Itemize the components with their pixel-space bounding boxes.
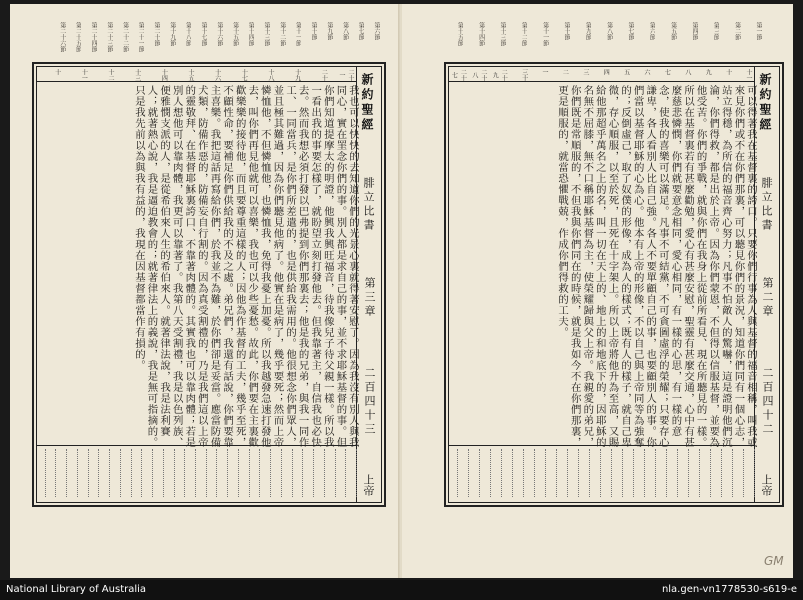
library-credit: National Library of Australia xyxy=(6,584,147,595)
margin-note: 第十四節 xyxy=(247,22,255,46)
margin-note: 第五節 xyxy=(669,22,677,40)
reference-column xyxy=(669,449,678,497)
margin-note: 第二十一節 xyxy=(137,22,145,52)
reference-column xyxy=(251,449,260,497)
verse-number: 十三 xyxy=(133,69,141,81)
margin-note: 第十節 xyxy=(563,22,570,40)
margin-note: 第十七節 xyxy=(200,22,208,46)
reference-column xyxy=(460,449,469,497)
margin-note: 第三節 xyxy=(712,22,720,40)
reference-column xyxy=(166,449,175,497)
right-reference-notes xyxy=(449,445,755,502)
margin-note: 第二十四節 xyxy=(90,22,98,52)
reference-column xyxy=(647,449,656,497)
verse-number: 十一 xyxy=(745,69,752,81)
reference-column xyxy=(101,449,110,497)
book-title: 新約聖經 xyxy=(758,73,772,133)
verse-number: 十七 xyxy=(240,69,248,81)
reference-column xyxy=(230,449,239,497)
left-reference-notes xyxy=(37,445,357,502)
verse-number: 二十 xyxy=(320,69,328,81)
margin-note: 第十四節 xyxy=(477,22,485,46)
margin-note: 第七節 xyxy=(357,22,365,40)
verse-number: 三十 xyxy=(520,69,528,81)
reference-column xyxy=(636,449,645,497)
reference-column xyxy=(537,449,546,497)
right-page xyxy=(402,4,793,578)
right-running-header xyxy=(754,67,779,502)
reference-column xyxy=(348,449,357,497)
reference-column xyxy=(471,449,480,497)
reference-column xyxy=(58,449,67,497)
margin-note: 第十五節 xyxy=(456,22,464,46)
margin-note: 第十三節 xyxy=(263,22,270,46)
margin-note: 第十五節 xyxy=(231,22,239,46)
margin-note: 第十九節 xyxy=(168,22,176,46)
reference-column xyxy=(80,449,89,497)
right-top-notes xyxy=(442,22,762,54)
reference-column xyxy=(515,449,524,497)
reference-column xyxy=(219,449,228,497)
reference-column xyxy=(123,449,132,497)
verse-number: 十 xyxy=(53,69,61,75)
verse-number: 四 xyxy=(602,69,610,75)
reference-column xyxy=(273,449,282,497)
margin-note: 第十三節 xyxy=(499,22,506,46)
reference-column xyxy=(47,449,56,497)
reference-column xyxy=(592,449,601,497)
margin-note: 第九節 xyxy=(325,22,333,40)
reference-column xyxy=(133,449,142,497)
verse-number: 二 xyxy=(561,69,569,75)
reference-column xyxy=(284,449,293,497)
section-mark: 上帝 xyxy=(362,474,375,496)
chapter-label: 第二章 xyxy=(761,277,774,319)
reference-column xyxy=(208,449,217,497)
reference-column xyxy=(144,449,153,497)
margin-note: 第六節 xyxy=(373,22,380,40)
reference-column xyxy=(198,449,207,497)
margin-note: 第十一節 xyxy=(541,22,549,46)
archive-identifier: nla.gen-vn1778530-s619-e xyxy=(661,584,797,595)
section-mark: 上帝 xyxy=(760,474,773,496)
left-page xyxy=(10,4,401,578)
reference-column xyxy=(614,449,623,497)
verse-number: 二十九 xyxy=(491,69,508,81)
reference-column xyxy=(702,449,711,497)
reference-column xyxy=(305,449,314,497)
archive-footer xyxy=(0,580,803,600)
margin-note: 第二節 xyxy=(733,22,741,40)
reference-column xyxy=(449,449,458,497)
reference-column xyxy=(316,449,325,497)
reference-column xyxy=(526,449,535,497)
left-body-text: 我也可以快快的去知道你們的光景心裏就得著安慰了。因為我沒有別人與我同心，實在罣念你們的事。別人都是求自己的事，並不求耶穌基督的事。但你們知道提摩太的明證，他興我興旺福音，待我像兒子待父親一樣。所以我一看出我的事要怎樣了，就盼望立刻打發他去。但我靠著主，自信我也必快去。然而我想必須打發以巴弗提到你們那裏去；他是我的兄弟，與我一同作工、一同當兵，是你們所差遣的，也是供給我需用的。他很想念你們眾人，並且極其難過，因為你們聽見他病了。他實在是病了，幾乎要死；然而上帝憐恤他，不但憐恤他，也憐恤我，免得我憂上加憂。所以我越發急速打發他去，叫你們再見他就可以喜樂，我也可以少些憂愁。故此，你們要在主裏歡歡樂樂的接待他，而且要尊重這樣的人；因他為作基督的工夫，幾乎至死，不顧性命，要補足你們供給我的不及之處。弟兄們，我還有話說，你們要靠主喜樂。我把這話再寫給你們，於我並不為難，於你們卻是妥當。應當防備犬類，防備作惡的，防備妄自行割的。因為真受割禮的，乃是我們這以上帝的靈敬拜、在基督耶穌裏誇口、不靠著肉體的。其實我也可以靠肉體；若是別人想他可以靠肉體，我更可以靠著了。我第八天受割禮，我是以色列族、便雅憫支派的人，是從希伯來人生的希伯來人。就著律法說，我是法利賽人；就著熱心說，我是逼迫教會的；就著律法上的義說，我是無可指摘的。只是我先前以為與我有益的，我現在因基督都當作有損的。 xyxy=(132,85,359,448)
verse-number: 一 xyxy=(541,69,548,75)
reference-column xyxy=(680,449,689,497)
verse-number: 五 xyxy=(622,69,630,75)
verse-number: 十 xyxy=(724,69,732,75)
reference-column xyxy=(504,449,513,497)
reference-column xyxy=(548,449,557,497)
margin-note: 第八節 xyxy=(341,22,349,40)
reference-column xyxy=(337,449,346,497)
margin-note: 第六節 xyxy=(648,22,656,40)
book-spread xyxy=(10,4,793,578)
verse-number: 十一 xyxy=(80,69,88,81)
margin-note: 第四節 xyxy=(691,22,698,40)
reference-column xyxy=(713,449,722,497)
verse-number: 三 xyxy=(581,69,589,75)
margin-note: 第二十節 xyxy=(153,22,160,46)
margin-note: 第二十二節 xyxy=(121,22,129,52)
reference-column xyxy=(724,449,733,497)
reference-column xyxy=(658,449,667,497)
verse-number: 六 xyxy=(643,69,650,75)
chapter-label: 第三章 xyxy=(363,277,376,319)
reference-column xyxy=(37,449,46,497)
reference-column xyxy=(90,449,99,497)
verse-number: 九 xyxy=(704,69,712,75)
margin-note: 第十二節 xyxy=(278,22,286,46)
verse-number: 十八 xyxy=(267,69,274,81)
reference-column xyxy=(735,449,744,497)
reference-column xyxy=(625,449,634,497)
reference-column xyxy=(176,449,185,497)
verse-number: 二十八 xyxy=(470,69,487,81)
reference-column xyxy=(570,449,579,497)
margin-note: 第十六節 xyxy=(215,22,223,46)
reference-column xyxy=(603,449,612,497)
reference-column xyxy=(691,449,700,497)
left-text-frame xyxy=(32,62,386,507)
reference-column xyxy=(327,449,336,497)
left-top-notes xyxy=(50,22,380,54)
margin-note: 第九節 xyxy=(584,22,592,40)
reference-column xyxy=(482,449,491,497)
margin-note: 第十二節 xyxy=(520,22,528,46)
verse-number: 十五 xyxy=(187,69,194,81)
reference-column xyxy=(187,449,196,497)
margin-note: 第十一節 xyxy=(294,22,302,46)
verse-number-row xyxy=(37,67,357,82)
reference-column xyxy=(559,449,568,497)
right-text-frame xyxy=(444,62,784,507)
verse-number: 十二 xyxy=(107,69,114,81)
reference-column xyxy=(112,449,121,497)
page-number: 二百四十二 xyxy=(761,367,774,437)
reference-column xyxy=(241,449,250,497)
margin-note: 第八節 xyxy=(605,22,613,40)
verse-number: 七 xyxy=(663,69,671,75)
margin-note: 第二十三節 xyxy=(105,22,113,52)
reference-column xyxy=(69,449,78,497)
pencil-annotation: GM xyxy=(764,554,784,568)
reference-column xyxy=(155,449,164,497)
verse-number: 十六 xyxy=(213,69,221,81)
book-name: 腓立比書 xyxy=(362,177,375,233)
margin-note: 第二十六節 xyxy=(58,22,66,52)
verse-number: 八 xyxy=(683,69,691,75)
book-name: 腓立比書 xyxy=(760,177,773,233)
verse-number-row xyxy=(449,67,755,82)
margin-note: 第七節 xyxy=(627,22,634,40)
right-body-text: 可以得著我在基督裏的誇口。只要你們行事為人與基督的福音相稱，叫我或來見你們或不在你們那裏，可以聽見你們的景況，知道你們同有一個心志，站立得穩，為所信的福音齊心努力；凡事不怕敵人的驚嚇，這是證明他們沉淪，你們得救，都是出於上帝。因為你們蒙恩，不但得以信服基督，並要為他受苦。你們的爭戰，就與你們在我身上從前所看見、現在所聽見的一樣。所以在基督裏若有甚麼勸勉，愛心有甚麼安慰，聖靈有甚麼交通，心中有甚麼慈悲憐憫，你們就要意念相同，愛心相同，有一樣的心思，有一樣的意念，使我的喜樂可以滿足。凡事不可結黨，不可貪圖虛浮的榮耀；只要存心謙卑，各人看別人比自己強。各人不要單顧自己的事，也要顧別人的事。你們當以基督耶穌的心為心。他本有上帝的形像，不以自己與上帝同等為強奪的；反倒虛己，取了奴僕的形像，成為人的樣式；既有人的樣子，就自己卑微，存心順服，以至於死，且死在十字架上。所以上帝將他升為至高，又賜給他那超乎萬名之上的名，叫一切在天上的、地上的和地底下的，因耶穌的名無不屈膝，無不口稱耶穌基督為主，使榮耀歸與父上帝。我親愛的弟兄，你們既是常順服的，不但我與你們同在的時候，就是我如今不在你們那裏，更是順服的，就當恐懼戰兢，作成你們得救的工夫。 xyxy=(556,85,757,448)
reference-column xyxy=(746,449,755,497)
reference-column xyxy=(294,449,303,497)
margin-note: 第一節 xyxy=(755,22,762,40)
verse-number: 二十一 xyxy=(338,69,354,81)
verse-number: 二十七 xyxy=(450,69,467,81)
verse-number: 十四 xyxy=(160,69,168,81)
margin-note: 第十節 xyxy=(310,22,318,40)
reference-column xyxy=(262,449,271,497)
left-running-header xyxy=(356,67,381,502)
page-number: 二百四十三 xyxy=(363,367,376,437)
reference-column xyxy=(581,449,590,497)
margin-note: 第十八節 xyxy=(184,22,192,46)
reference-column xyxy=(493,449,502,497)
verse-number: 十九 xyxy=(293,69,301,81)
book-title: 新約聖經 xyxy=(360,73,374,133)
margin-note: 第二十五節 xyxy=(74,22,82,52)
